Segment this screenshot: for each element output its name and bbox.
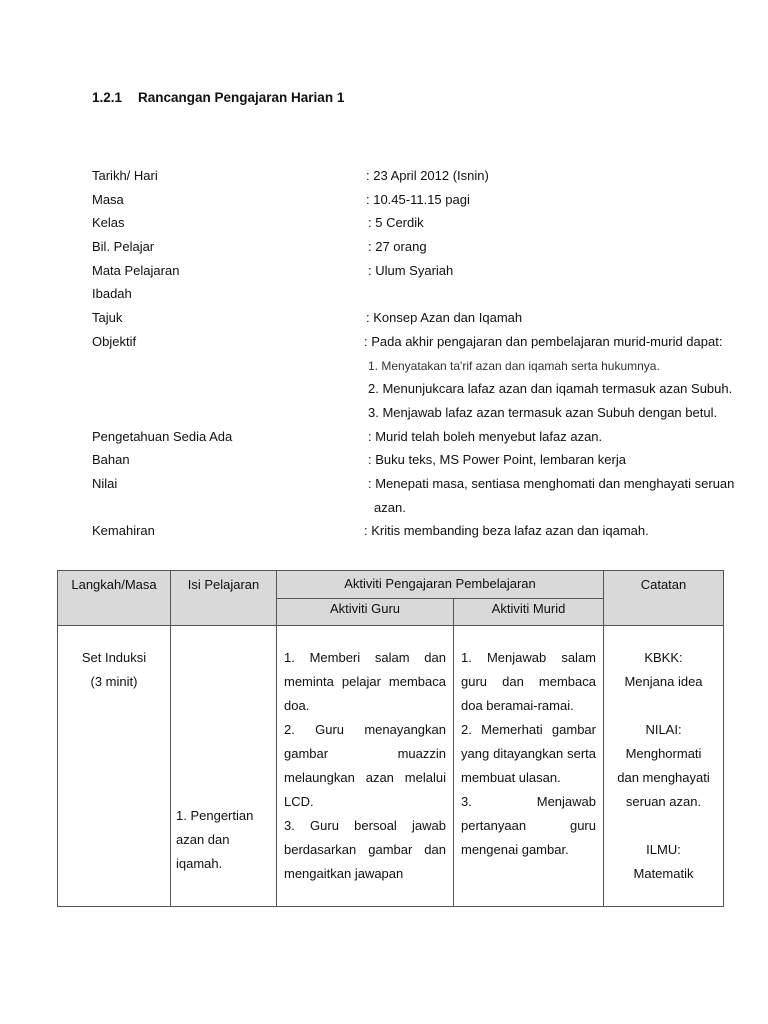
info-row-kelas — [92, 214, 732, 238]
bil-value: : 27 orang — [368, 239, 427, 255]
catatan-spacer-2 — [604, 814, 723, 838]
cell-catatan — [604, 626, 724, 907]
info-row-mata — [92, 262, 732, 286]
isi-line-1: 1. Pengertian — [176, 808, 254, 823]
murid-item-1: 1. Menjawab salam guru dan membaca doa beramai-ramai. — [461, 650, 596, 713]
langkah-line-1: Set Induksi — [81, 650, 147, 665]
cell-aktiviti-murid — [454, 626, 604, 907]
objektif-item-2: 2. Menunjukcara lafaz azan dan iqamah termasuk azan Subuh. — [368, 381, 733, 397]
section-title: Rancangan Pengajaran Harian 1 — [138, 90, 345, 105]
murid-item-2: 2. Memerhati gambar yang ditayangkan serta membuat ulasan. — [461, 722, 596, 785]
pengetahuan-value: : Murid telah boleh menyebut lafaz azan. — [368, 428, 603, 444]
mata-label: Mata Pelajaran — [92, 262, 180, 278]
info-row-objektif — [92, 333, 732, 357]
bahan-value: : Buku teks, MS Power Point, lembaran kerja — [368, 452, 626, 468]
isi-content — [176, 804, 253, 876]
pengetahuan-label: Pengetahuan Sedia Ada — [92, 428, 233, 444]
info-row-nilai-cont — [92, 499, 732, 523]
header-langkah: Langkah/Masa — [58, 571, 171, 626]
info-row-objektif-2 — [92, 380, 732, 404]
kelas-value: : 5 Cerdik — [368, 215, 424, 231]
table-header-row — [58, 571, 724, 599]
catatan-line-4: Menghormati — [625, 746, 702, 761]
kemahiran-value: : Kritis membanding beza lafaz azan dan iqamah. — [364, 523, 649, 539]
guru-item-2: 2. Guru menayangkan gambar muazzin melaungkan azan melalui LCD. — [284, 722, 446, 809]
catatan-line-3: NILAI: — [645, 722, 682, 737]
section-number: 1.2.1 — [92, 90, 123, 105]
isi-line-2: azan dan — [176, 832, 230, 847]
cell-aktiviti-guru — [277, 626, 454, 907]
kelas-label: Kelas — [92, 215, 125, 231]
masa-label: Masa — [92, 191, 124, 207]
info-row-masa — [92, 191, 732, 215]
info-row-ibadah — [92, 285, 732, 309]
info-row-kemahiran — [92, 522, 732, 546]
objektif-value: : Pada akhir pengajaran dan pembelajaran murid-murid dapat: — [364, 333, 723, 349]
header-aktiviti-guru: Aktiviti Guru — [277, 599, 454, 626]
lesson-info — [92, 167, 735, 546]
nilai-continuation: azan. — [374, 499, 406, 515]
tajuk-label: Tajuk — [92, 310, 123, 326]
catatan-line-7: ILMU: — [646, 842, 681, 857]
cell-langkah — [58, 626, 171, 907]
kemahiran-label: Kemahiran — [92, 523, 155, 539]
info-row-tarikh — [92, 167, 732, 191]
tajuk-value: : Konsep Azan dan Iqamah — [366, 310, 523, 326]
catatan-spacer — [604, 694, 723, 718]
catatan-line-6: seruan azan. — [625, 794, 702, 809]
isi-line-3: iqamah. — [176, 856, 223, 871]
mata-value: : Ulum Syariah — [368, 262, 454, 278]
bil-label: Bil. Pelajar — [92, 239, 155, 255]
info-row-pengetahuan — [92, 428, 732, 452]
info-row-bil — [92, 238, 732, 262]
lesson-table — [57, 570, 724, 907]
catatan-line-2: Menjana idea — [624, 674, 703, 689]
catatan-line-8: Matematik — [633, 866, 694, 881]
info-row-objektif-3 — [92, 404, 732, 428]
catatan-line-5: dan menghayati — [617, 770, 710, 785]
objektif-label: Objektif — [92, 333, 137, 349]
masa-value: : 10.45-11.15 pagi — [366, 191, 470, 207]
guru-item-1: 1. Memberi salam dan meminta pelajar membaca doa. — [284, 650, 446, 713]
header-aktiviti: Aktiviti Pengajaran Pembelajaran — [277, 571, 604, 599]
info-row-nilai — [92, 475, 735, 499]
bahan-label: Bahan — [92, 452, 130, 468]
header-isi: Isi Pelajaran — [171, 571, 277, 626]
cell-isi — [171, 626, 277, 907]
info-row-bahan — [92, 451, 732, 475]
header-aktiviti-murid: Aktiviti Murid — [454, 599, 604, 626]
objektif-item-3: 3. Menjawab lafaz azan termasuk azan Subuh dengan betul. — [368, 404, 718, 420]
catatan-line-1: KBKK: — [644, 650, 683, 665]
nilai-value: : Menepati masa, sentiasa menghomati dan menghayati seruan — [368, 475, 735, 491]
objektif-item-1: 1. Menyatakan ta'rif azan dan iqamah serta hukumnya. — [368, 358, 660, 373]
tarikh-label: Tarikh/ Hari — [92, 168, 158, 183]
ibadah-label: Ibadah — [92, 286, 132, 302]
section-heading — [92, 90, 344, 105]
murid-item-3: 3. Menjawab pertanyaan guru mengenai gambar. — [461, 794, 596, 857]
guru-item-3: 3. Guru bersoal jawab berdasarkan gambar dan mengaitkan jawapan — [284, 818, 446, 881]
tarikh-value: : 23 April 2012 (Isnin) — [366, 168, 489, 183]
langkah-line-2: (3 minit) — [90, 674, 138, 689]
header-catatan: Catatan — [604, 571, 724, 626]
nilai-label: Nilai — [92, 475, 118, 491]
info-row-objektif-1 — [92, 357, 732, 381]
info-row-tajuk — [92, 309, 732, 333]
table-row — [58, 626, 724, 907]
